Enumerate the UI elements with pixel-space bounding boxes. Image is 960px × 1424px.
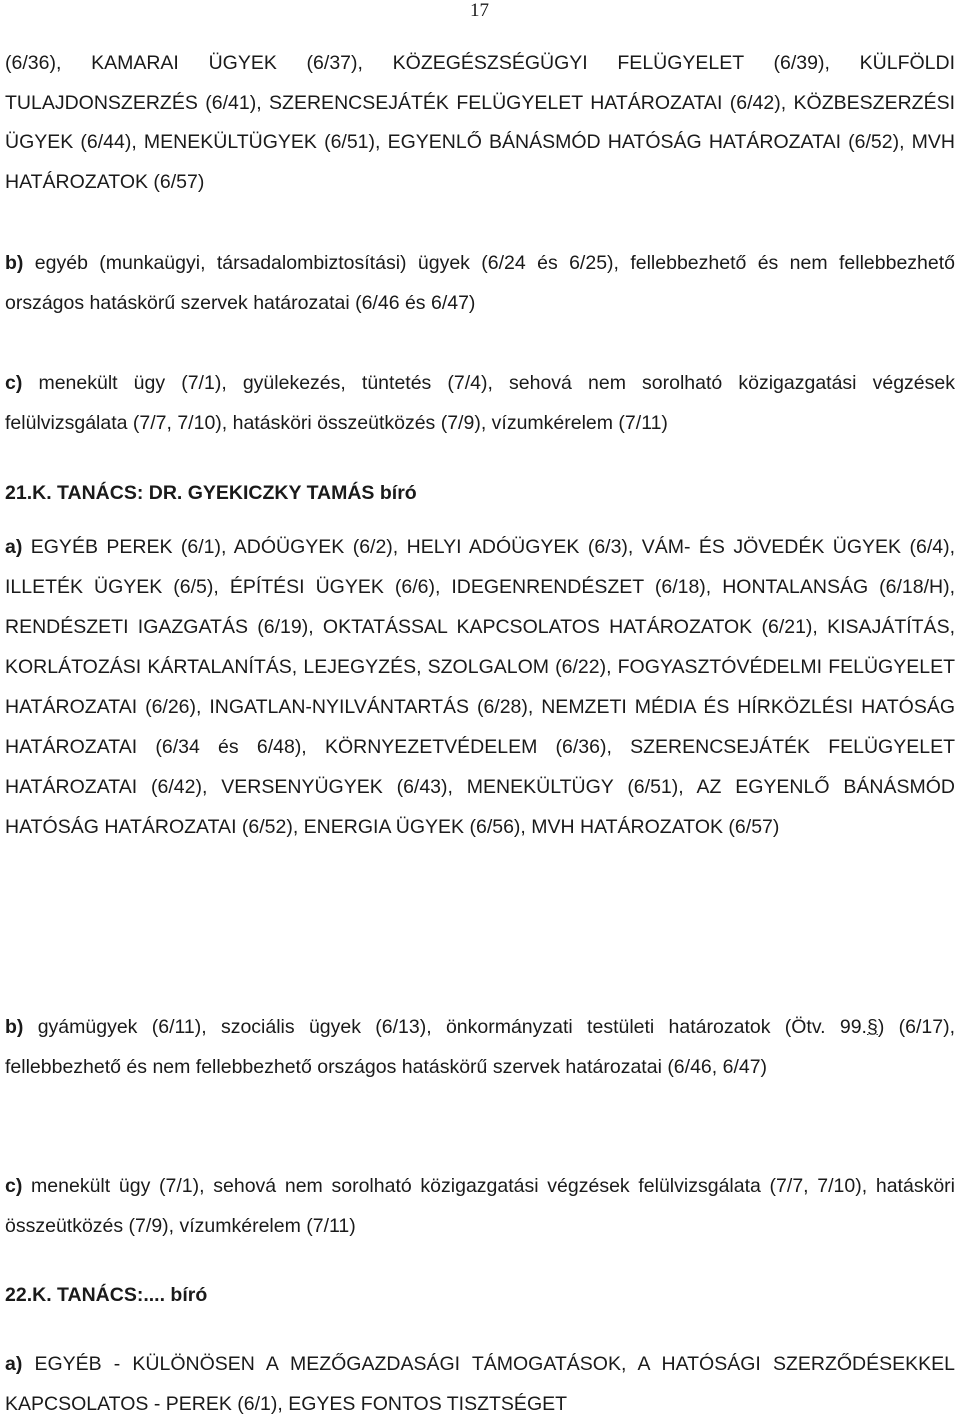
item-label: a): [5, 1353, 23, 1375]
intro-paragraph: (6/36), KAMARAI ÜGYEK (6/37), KÖZEGÉSZSÉGÜGYI FELÜGYELET (6/39), KÜLFÖLDI TULAJDONSZERZÉS (6/41), SZERENCSEJÁTÉK FELÜGYELET HATÁROZATAI (6/42), KÖZBESZERZÉSI ÜGYEK (6/44), MENEKÜLTÜGYEK (6/51), EGYENLŐ BÁNÁSMÓD HATÓSÁG HATÁROZATAI (6/52), MVH HATÁROZATOK (6/57): [5, 52, 955, 193]
page-number: 17: [470, 0, 489, 21]
item-text: menekült ügy (7/1), sehová nem sorolható közigazgatási végzések felülvizsgálata (7/7, 7/10), hatásköri összeütközés (7/9), vízumkérelem (7/11): [5, 1175, 955, 1237]
item-text: menekült ügy (7/1), gyülekezés, tüntetés (7/4), sehová nem sorolható közigazgatási végzések felülvizsgálata (7/7, 7/10), hatásköri összeütközés (7/9), vízumkérelem (7/11): [5, 372, 955, 434]
section-c-refugee-2: [5, 1167, 955, 1246]
item-label: b): [5, 252, 24, 274]
section-b-guardianship: [5, 1007, 955, 1087]
section-a-other-cases: [5, 527, 955, 847]
item-text-cont: ) (6/17), fellebbezhető és nem fellebbezhető országos hatáskörű szervek határozatai (6/46, 6/47): [5, 1016, 955, 1078]
item-label: b): [5, 1016, 24, 1038]
council-22-heading: 22.K. TANÁCS:.... bíró: [5, 1284, 208, 1306]
section-b-general: [5, 244, 955, 323]
item-label: c): [5, 372, 23, 394]
item-text: EGYÉB PEREK (6/1), ADÓÜGYEK (6/2), HELYI ADÓÜGYEK (6/3), VÁM- ÉS JÖVEDÉK ÜGYEK (6/4), ILLETÉK ÜGYEK (6/5), ÉPÍTÉSI ÜGYEK (6/6), IDEGENRENDÉSZET (6/18), HONTALANSÁG (6/18/H), RENDÉSZETI IGAZGATÁS (6/19), OKTATÁSSAL KAPCSOLATOS HATÁROZATOK (6/21), KISAJÁTÍTÁS, KORLÁTOZÁSI KÁRTALANÍTÁS, LEJEGYZÉS, SZOLGALOM (6/22), FOGYASZTÓVÉDELMI FELÜGYELET HATÁROZATAI (6/26), INGATLAN-NYILVÁNTARTÁS (6/28), NEMZETI MÉDIA ÉS HÍRKÖZLÉSI HATÓSÁG HATÁROZATAI (6/34 és 6/48), KÖRNYEZETVÉDELEM (6/36), SZERENCSEJÁTÉK FELÜGYELET HATÁROZATAI (6/42), VERSENYÜGYEK (6/43), MENEKÜLTÜGY (6/51), AZ EGYENLŐ BÁNÁSMÓD HATÓSÁG HATÁROZATAI (6/52), ENERGIA ÜGYEK (6/56), MVH HATÁROZATOK (6/57): [5, 536, 955, 838]
item-text: EGYÉB - KÜLÖNÖSEN A MEZŐGAZDASÁGI TÁMOGATÁSOK, A HATÓSÁGI SZERZŐDÉSEKKEL KAPCSOLATOS - PEREK (6/1), EGYES FONTOS TISZTSÉGET: [5, 1353, 955, 1415]
section-c-refugee: [5, 364, 955, 443]
section-a-agricultural: [5, 1344, 955, 1424]
item-label: a): [5, 536, 23, 558]
section-sign: §: [866, 1016, 878, 1038]
council-21-heading: 21.K. TANÁCS: DR. GYEKICZKY TAMÁS bíró: [5, 482, 417, 504]
item-label: c): [5, 1175, 23, 1197]
item-text: egyéb (munkaügyi, társadalombiztosítási) ügyek (6/24 és 6/25), fellebbezhető és nem fellebbezhető országos hatáskörű szervek határozatai (6/46 és 6/47): [5, 252, 955, 314]
item-text: gyámügyek (6/11), szociális ügyek (6/13), önkormányzati testületi határozatok (Ötv. 99.: [23, 1016, 867, 1038]
